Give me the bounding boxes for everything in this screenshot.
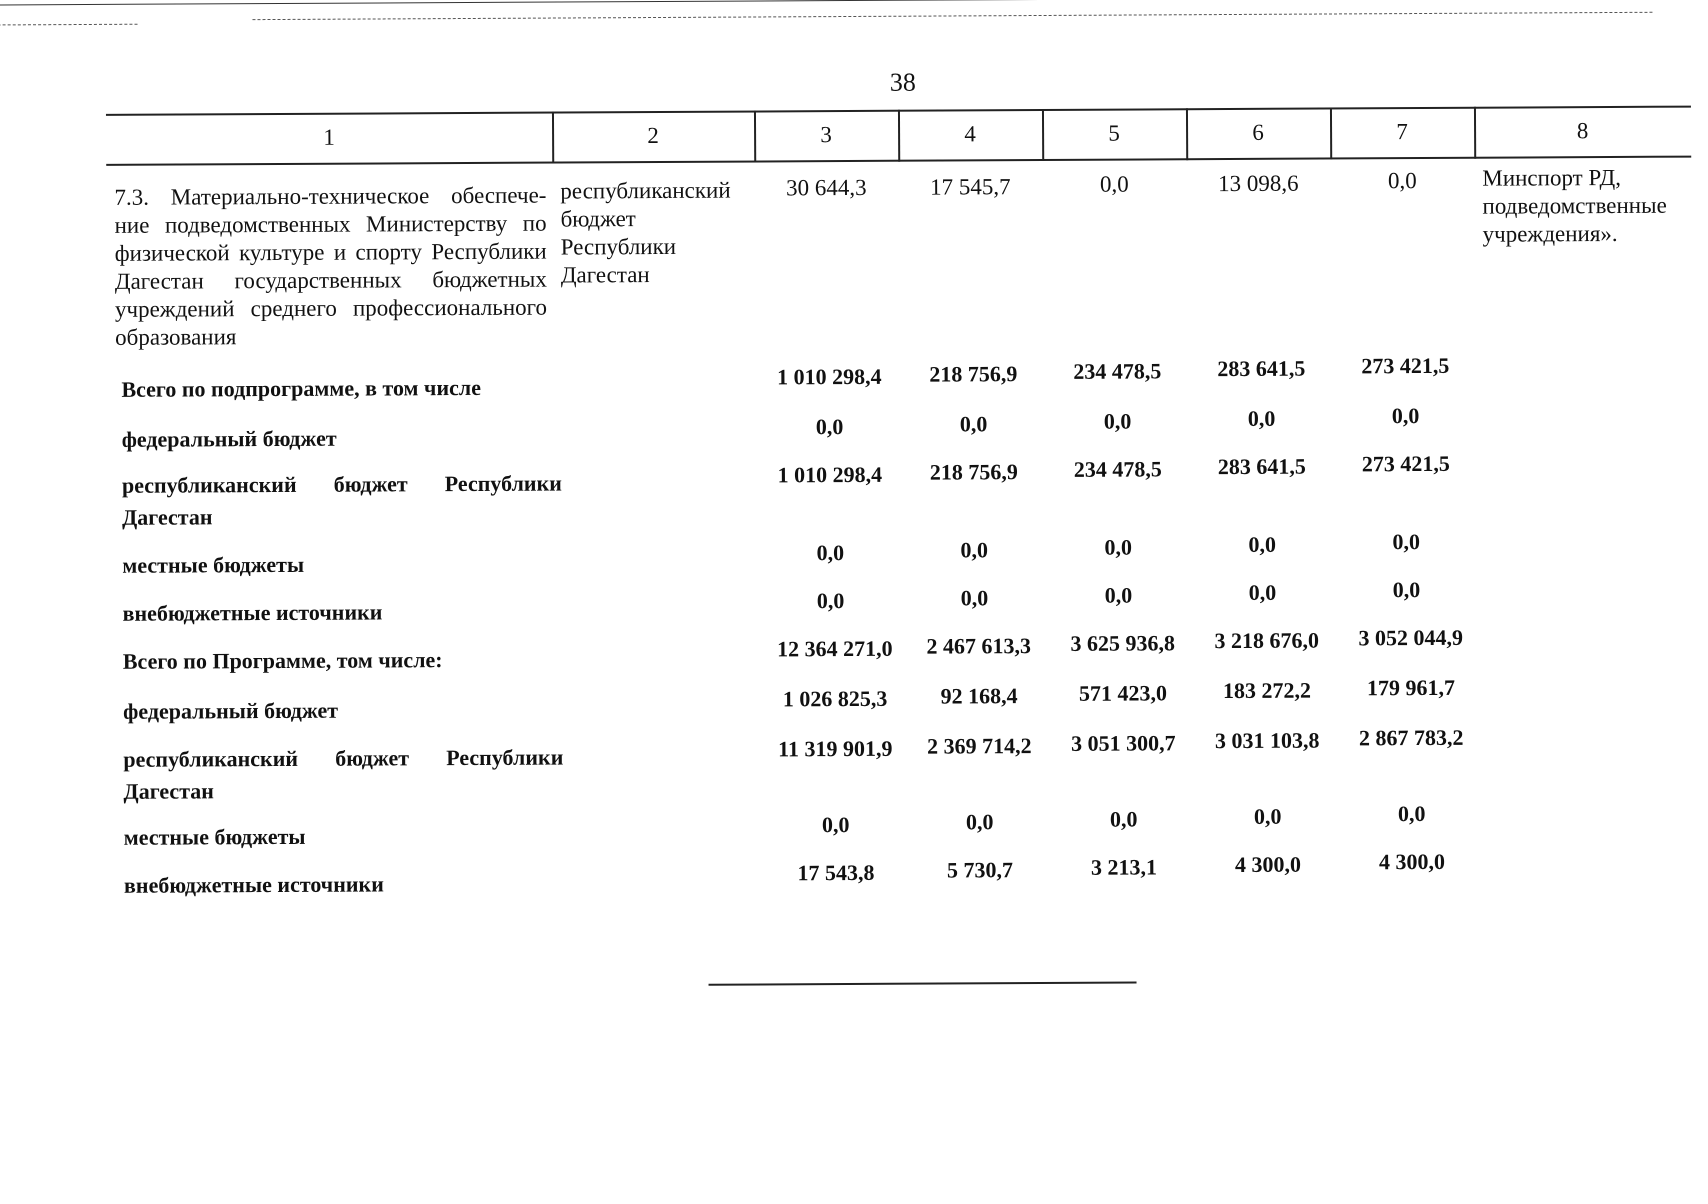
summary-row-label: местные бюджеты <box>122 551 305 578</box>
page-number: 38 <box>889 67 916 97</box>
summary-value: 3 052 044,9 <box>1358 624 1464 651</box>
summary-value: 0,0 <box>1104 582 1133 608</box>
summary-value: 2 369 714,2 <box>926 733 1032 759</box>
summary-value: 283 641,5 <box>1217 453 1306 480</box>
summary-value: 3 213,1 <box>1090 854 1157 880</box>
summary-value: 0,0 <box>1103 408 1132 434</box>
column-header-1: 1 <box>323 124 335 150</box>
column-header-7: 7 <box>1396 119 1408 145</box>
summary-value: 17 543,8 <box>797 859 875 886</box>
summary-value: 0,0 <box>1253 803 1282 829</box>
summary-row-label: республиканский бюджет Республики Дагестан <box>123 744 564 804</box>
summary-value: 3 625 936,8 <box>1070 630 1176 656</box>
summary-value: 0,0 <box>1392 529 1421 555</box>
scan-artifact-line <box>252 12 1652 20</box>
item-executor: Минспорт РД, подведомственные учреждения». <box>1482 164 1667 247</box>
column-header-5: 5 <box>1108 120 1120 146</box>
column-header-2: 2 <box>647 122 659 149</box>
summary-value: 0,0 <box>1109 806 1138 832</box>
summary-value: 5 730,7 <box>946 857 1014 883</box>
item-description: 7.3. Материально-техническое обеспече-ние подведомственных Министерству по физической культуре и спорту Республики Дагестан государственных бюджетных учреждений среднего профессионального образования <box>114 182 548 350</box>
summary-row-label: федеральный бюджет <box>121 425 337 452</box>
summary-value: 0,0 <box>816 540 845 566</box>
summary-value: 571 423,0 <box>1078 680 1168 706</box>
summary-value: 11 319 901,9 <box>778 735 893 762</box>
summary-value: 0,0 <box>1248 579 1277 605</box>
column-header-8: 8 <box>1576 118 1589 144</box>
summary-value: 1 026 825,3 <box>782 685 888 712</box>
summary-value: 1 010 298,4 <box>777 363 882 390</box>
summary-value: 4 300,0 <box>1378 848 1445 875</box>
summary-value: 92 168,4 <box>940 683 1018 709</box>
item-value-col7: 0,0 <box>1387 168 1417 194</box>
summary-value: 0,0 <box>1248 531 1277 557</box>
summary-value: 179 961,7 <box>1366 674 1456 701</box>
summary-row-label: федеральный бюджет <box>123 697 339 724</box>
summary-value: 218 756,9 <box>929 361 1018 387</box>
summary-value: 3 218 676,0 <box>1214 627 1320 654</box>
summary-value: 0,0 <box>821 812 850 838</box>
item-funding-source: республиканский бюджет Республики Дагестан <box>560 177 731 288</box>
summary-row-label: Всего по Программе, том числе: <box>122 647 443 674</box>
summary-value: 0,0 <box>1104 534 1133 560</box>
summary-row-label: внебюджетные источники <box>122 599 383 626</box>
closing-rule <box>709 982 1137 986</box>
summary-row-label: республиканский бюджет Республики Дагестан <box>121 470 562 530</box>
summary-value: 0,0 <box>816 588 845 614</box>
summary-row-label: внебюджетные источники <box>123 871 384 898</box>
summary-value: 283 641,5 <box>1217 355 1306 382</box>
summary-value: 273 421,5 <box>1361 352 1450 379</box>
summary-value: 0,0 <box>960 537 989 563</box>
summary-value: 234 478,5 <box>1073 358 1162 384</box>
summary-value: 2 467 613,3 <box>926 633 1032 659</box>
column-header-6: 6 <box>1252 119 1264 145</box>
item-value-col5: 0,0 <box>1099 171 1129 197</box>
summary-value: 4 300,0 <box>1234 851 1301 877</box>
summary-value: 218 756,9 <box>929 459 1018 485</box>
summary-value: 0,0 <box>1247 405 1276 431</box>
summary-value: 3 051 300,7 <box>1070 730 1176 756</box>
summary-row-label: Всего по подпрограмме, в том числе <box>121 374 482 402</box>
summary-value: 273 421,5 <box>1361 450 1450 477</box>
summary-value: 12 364 271,0 <box>776 635 893 662</box>
summary-value: 234 478,5 <box>1073 456 1162 482</box>
column-header-3: 3 <box>820 122 832 148</box>
summary-value: 1 010 298,4 <box>777 461 883 488</box>
summary-value: 0,0 <box>965 809 994 835</box>
scan-artifact-line <box>0 0 1705 5</box>
summary-value: 0,0 <box>960 585 989 611</box>
summary-row-label: местные бюджеты <box>123 823 306 850</box>
summary-value: 0,0 <box>1392 577 1421 603</box>
column-header-4: 4 <box>964 121 976 147</box>
summary-value: 0,0 <box>815 414 844 440</box>
summary-value: 0,0 <box>959 411 988 437</box>
item-value-col6: 13 098,6 <box>1218 170 1299 197</box>
item-value-col4: 17 545,7 <box>930 174 1011 200</box>
scan-artifact-line <box>0 24 138 26</box>
summary-value: 183 272,2 <box>1222 677 1312 704</box>
summary-value: 0,0 <box>1391 403 1420 429</box>
summary-value: 3 031 103,8 <box>1214 727 1320 754</box>
item-value-col3: 30 644,3 <box>786 174 867 201</box>
summary-value: 2 867 783,2 <box>1358 724 1464 751</box>
summary-value: 0,0 <box>1397 800 1426 827</box>
